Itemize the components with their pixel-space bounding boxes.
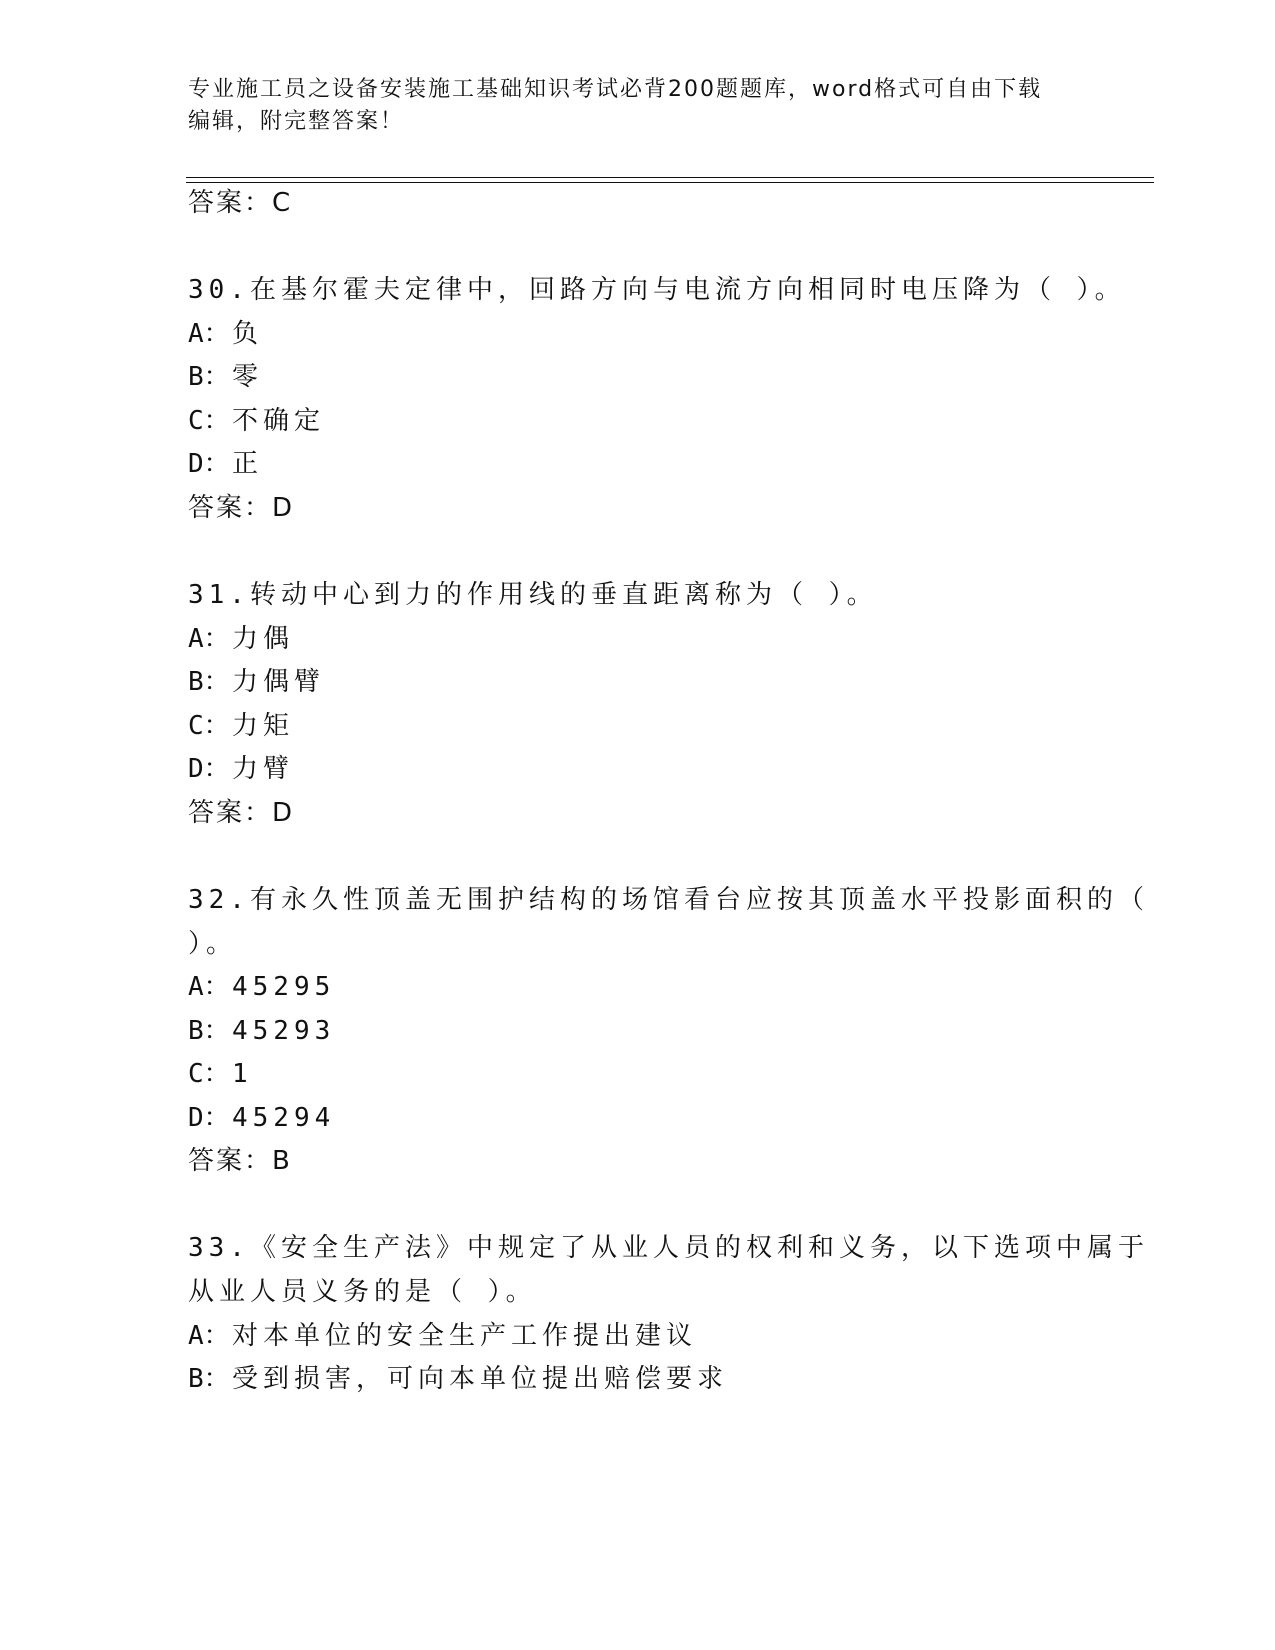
option-text: 负 xyxy=(232,319,264,349)
question-33-option-a xyxy=(188,1318,697,1354)
option-key: C： xyxy=(188,1059,230,1089)
option-key: A： xyxy=(188,624,230,654)
option-key: A： xyxy=(188,1321,230,1351)
question-31-stem: 31.转动中心到力的作用线的垂直距离称为（ ）。 xyxy=(188,580,878,610)
question-31-option-c xyxy=(188,708,294,744)
question-32-answer: 答案：B xyxy=(188,1146,292,1176)
question-31-answer: 答案：D xyxy=(188,798,295,828)
option-text: 对本单位的安全生产工作提出建议 xyxy=(232,1321,698,1351)
option-text: 45295 xyxy=(232,972,336,1002)
option-key: D： xyxy=(188,754,230,784)
option-key: B： xyxy=(188,1016,230,1046)
previous-answer: 答案：C xyxy=(188,188,293,218)
header-divider-bottom xyxy=(186,182,1154,183)
question-30-option-d xyxy=(188,446,263,482)
option-key: B： xyxy=(188,362,230,392)
option-key: B： xyxy=(188,667,230,697)
option-text: 力臂 xyxy=(232,754,295,784)
question-32-option-d xyxy=(188,1100,335,1136)
question-30-option-b xyxy=(188,359,263,395)
document-header xyxy=(188,74,1068,138)
question-30-stem: 30.在基尔霍夫定律中，回路方向与电流方向相同时电压降为（ ）。 xyxy=(188,275,1126,305)
question-33-stem-line-1: 33.《安全生产法》中规定了从业人员的权利和义务，以下选项中属于 xyxy=(188,1233,1149,1263)
question-32-stem-line-1: 32.有永久性顶盖无围护结构的场馆看台应按其顶盖水平投影面积的（ xyxy=(188,885,1149,915)
option-key: D： xyxy=(188,1103,230,1133)
option-text: 零 xyxy=(232,362,264,392)
header-line-1: 专业施工员之设备安装施工基础知识考试必背200题题库，word格式可自由下载 xyxy=(188,77,1043,102)
option-key: C： xyxy=(188,711,230,741)
option-text: 受到损害，可向本单位提出赔偿要求 xyxy=(232,1364,729,1394)
option-key: B： xyxy=(188,1364,230,1394)
option-text: 不确定 xyxy=(232,406,326,436)
question-31-option-a xyxy=(188,621,294,657)
question-33-stem-line-2: 从业人员义务的是（ ）。 xyxy=(188,1277,537,1307)
option-key: A： xyxy=(188,972,230,1002)
question-32-option-b xyxy=(188,1013,335,1049)
option-key: D： xyxy=(188,449,230,479)
option-text: 1 xyxy=(232,1059,253,1089)
question-32-option-c xyxy=(188,1056,253,1092)
option-text: 力偶 xyxy=(232,624,295,654)
option-text: 45293 xyxy=(232,1016,336,1046)
option-key: A： xyxy=(188,319,230,349)
question-32-stem-line-2: ）。 xyxy=(188,929,238,959)
question-32-option-a xyxy=(188,969,335,1005)
option-text: 45294 xyxy=(232,1103,336,1133)
option-text: 力矩 xyxy=(232,711,295,741)
option-key: C： xyxy=(188,406,230,436)
question-33-option-b xyxy=(188,1361,728,1397)
question-30-option-c xyxy=(188,403,325,439)
header-divider-top xyxy=(186,177,1154,178)
question-31-option-d xyxy=(188,751,294,787)
header-line-2: 编辑，附完整答案！ xyxy=(188,109,405,134)
question-30-answer: 答案：D xyxy=(188,493,295,523)
question-30-option-a xyxy=(188,316,263,352)
question-31-option-b xyxy=(188,664,325,700)
option-text: 力偶臂 xyxy=(232,667,326,697)
option-text: 正 xyxy=(232,449,264,479)
